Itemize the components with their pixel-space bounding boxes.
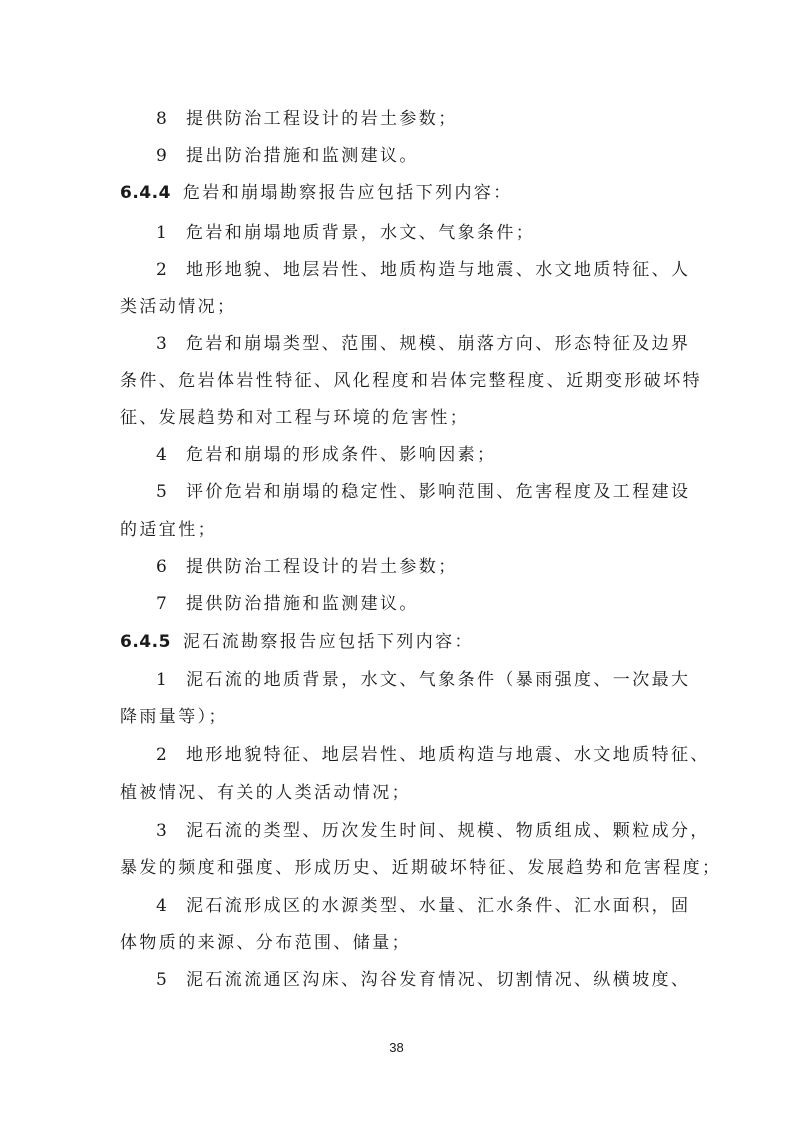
page-number: 38 [389, 1040, 404, 1055]
continuation-line [120, 782, 411, 804]
line-text: 危岩和崩塌的形成条件、影响因素； [186, 445, 497, 465]
list-item [156, 481, 690, 503]
item-number: 2 [156, 745, 167, 765]
line-text: 泥石流勘察报告应包括下列内容： [182, 632, 474, 652]
list-item [156, 556, 458, 578]
line-text: 泥石流的地质背景，水文、气象条件（暴雨强度、一次最大 [186, 670, 691, 690]
line-text: 条件、危岩体岩性特征、风化程度和岩体完整程度、近期变形破坏特 [120, 371, 702, 391]
line-text: 地形地貌特征、地层岩性、地质构造与地震、水文地质特征、 [186, 745, 710, 765]
line-text: 泥石流流通区沟床、沟谷发育情况、切割情况、纵横坡度、 [186, 970, 691, 990]
item-number: 1 [156, 670, 167, 690]
list-item [156, 969, 690, 991]
line-text: 植被情况、有关的人类活动情况； [120, 783, 411, 803]
section-heading [120, 631, 474, 653]
list-item [156, 108, 458, 130]
line-text: 泥石流形成区的水源类型、水量、汇水条件、汇水面积，固 [186, 896, 691, 916]
item-number: 7 [156, 594, 167, 614]
line-text: 提供防治工程设计的岩土参数； [186, 557, 458, 577]
list-item [156, 895, 690, 917]
line-text: 类活动情况； [120, 297, 237, 317]
list-item [156, 333, 690, 355]
item-number: 9 [156, 146, 167, 166]
list-item [156, 145, 419, 167]
list-item [156, 669, 690, 691]
item-number: 3 [156, 821, 167, 841]
line-text: 危岩和崩塌勘察报告应包括下列内容： [182, 183, 513, 203]
item-number: 3 [156, 334, 167, 354]
item-number: 8 [156, 109, 167, 129]
line-text: 泥石流的类型、历次发生时间、规模、物质组成、颗粒成分， [186, 821, 710, 841]
list-item [156, 444, 496, 466]
line-text: 地形地貌、地层岩性、地质构造与地震、水文地质特征、人 [186, 260, 691, 280]
continuation-line [120, 370, 702, 392]
list-item [156, 593, 419, 615]
item-number: 1 [156, 223, 167, 243]
line-text: 降雨量等）； [120, 707, 228, 727]
section-number: 6.4.4 [120, 183, 171, 203]
section-heading [120, 182, 513, 204]
line-text: 体物质的来源、分布范围、储量； [120, 933, 411, 953]
item-number: 6 [156, 557, 167, 577]
continuation-line [120, 296, 236, 318]
section-number: 6.4.5 [120, 632, 171, 652]
continuation-line [120, 706, 228, 728]
item-number: 5 [156, 970, 167, 990]
line-text: 危岩和崩塌地质背景，水文、气象条件； [186, 223, 536, 243]
item-number: 5 [156, 482, 167, 502]
line-text: 的适宜性； [120, 520, 217, 540]
list-item [156, 820, 710, 842]
line-text: 提出防治措施和监测建议。 [186, 146, 419, 166]
continuation-line [120, 407, 469, 429]
line-text: 评价危岩和崩塌的稳定性、影响范围、危害程度及工程建设 [186, 482, 691, 502]
continuation-line [120, 932, 411, 954]
line-text: 征、发展趋势和对工程与环境的危害性； [120, 408, 470, 428]
line-text: 危岩和崩塌类型、范围、规模、崩落方向、形态特征及边界 [186, 334, 691, 354]
item-number: 2 [156, 260, 167, 280]
item-number: 4 [156, 896, 167, 916]
continuation-line [120, 519, 217, 541]
line-text: 提供防治工程设计的岩土参数； [186, 109, 458, 129]
list-item [156, 259, 690, 281]
line-text: 暴发的频度和强度、形成历史、近期破坏特征、发展趋势和危害程度； [120, 858, 722, 878]
line-text: 提供防治措施和监测建议。 [186, 594, 419, 614]
list-item [156, 744, 710, 766]
item-number: 4 [156, 445, 167, 465]
continuation-line [120, 857, 721, 879]
list-item [156, 222, 535, 244]
